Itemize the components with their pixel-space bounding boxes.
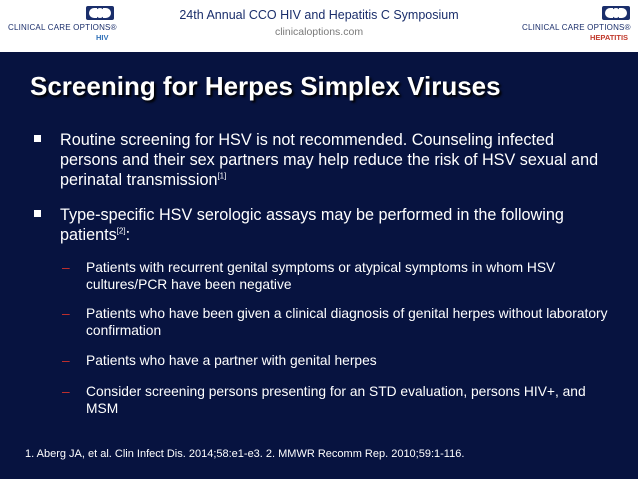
sub-bullet-item xyxy=(62,305,612,339)
conference-url: clinicaloptions.com xyxy=(274,26,364,38)
logo-left-name: CLINICAL CARE OPTIONS® xyxy=(8,23,117,32)
sub-bullet-text: Patients with recurrent genital symptoms or atypical symptoms in whom HSV cultures/PCR have been negative xyxy=(86,260,556,292)
square-bullet-icon xyxy=(34,210,41,217)
slide-header xyxy=(0,0,638,52)
sub-bullet-item xyxy=(62,383,612,417)
sub-bullet-item xyxy=(62,352,612,369)
bullet-item xyxy=(34,205,614,245)
sub-bullet-text: Patients who have a partner with genital herpes xyxy=(86,353,377,368)
citation-ref: [2] xyxy=(116,226,126,236)
logo-right-name: CLINICAL CARE OPTIONS® xyxy=(522,23,631,32)
citation-ref: [1] xyxy=(217,171,227,181)
slide-body xyxy=(0,52,638,479)
sub-bullet-text: Patients who have been given a clinical diagnosis of genital herpes without laboratory confirmation xyxy=(86,306,608,338)
logo-left-sub: HIV xyxy=(96,33,109,42)
bullet-text: Type-specific HSV serologic assays may be performed in the following patients xyxy=(60,206,564,244)
dash-bullet-icon: – xyxy=(62,260,70,275)
bullet-suffix: : xyxy=(125,226,131,244)
slide-title: Screening for Herpes Simplex Viruses xyxy=(30,71,501,101)
dash-bullet-icon: – xyxy=(62,353,70,368)
dash-bullet-icon: – xyxy=(62,384,70,399)
conference-title: 24th Annual CCO HIV and Hepatitis C Symposium xyxy=(179,8,459,22)
bullet-text: Routine screening for HSV is not recommended. Counseling infected persons and their sex partners may help reduce the risk of HSV sexual and perinatal transmission xyxy=(60,131,599,189)
sub-bullet-text: Consider screening persons presenting for an STD evaluation, persons HIV+, and MSM xyxy=(86,384,586,416)
sub-bullet-item xyxy=(62,259,612,293)
cco-hepatitis-logo xyxy=(520,6,630,46)
references: 1. Aberg JA, et al. Clin Infect Dis. 2014;58:e1-e3. 2. MMWR Recomm Rep. 2010;59:1-116. xyxy=(25,448,465,460)
square-bullet-icon xyxy=(34,135,41,142)
logo-right-sub: HEPATITIS xyxy=(590,33,629,42)
dash-bullet-icon: – xyxy=(62,306,70,321)
cco-logo-mark-icon xyxy=(602,6,630,20)
bullet-item xyxy=(34,130,614,190)
